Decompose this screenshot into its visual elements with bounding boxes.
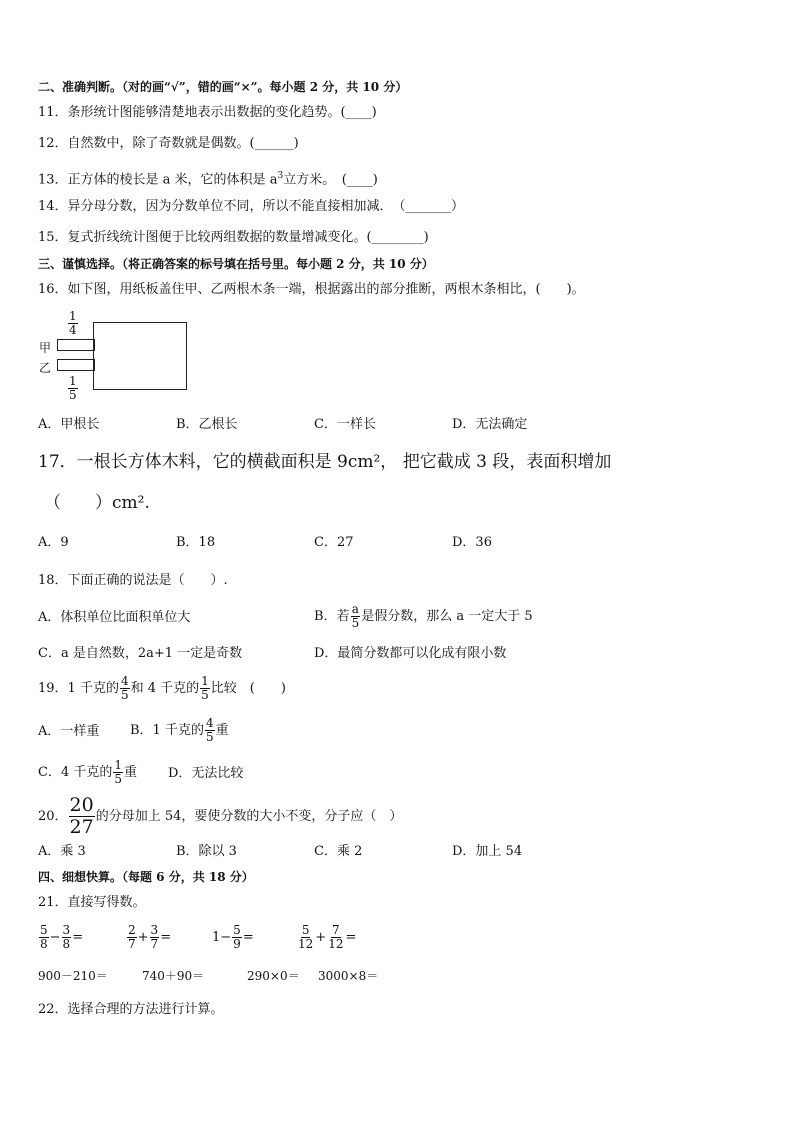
denominator: 5 <box>201 688 209 702</box>
question-14: 14．异分母分数，因为分数单位不同，所以不能直接相加减． （_______） <box>38 199 465 214</box>
q19-option-a: A．一样重 <box>38 724 100 739</box>
question-16: 16．如下图，用纸板盖住甲、乙两根木条一端，根据露出的部分推断，两根木条相比，( )。 <box>38 282 585 297</box>
denominator: 5 <box>120 688 129 702</box>
denominator: 8 <box>40 937 48 951</box>
fraction-4-5 <box>120 675 130 702</box>
denominator: 7 <box>128 937 136 951</box>
q20-suffix: 的分母加上 54，要使分数的大小不变，分子应（ ） <box>95 809 403 824</box>
numerator: 1 <box>201 674 209 688</box>
fraction-4-5 <box>205 717 215 744</box>
question-22: 22．选择合理的方法进行计算。 <box>38 1002 224 1017</box>
stick-yi <box>57 359 95 371</box>
operator: − <box>49 930 61 945</box>
q16-option-c: C．一样长 <box>314 417 376 432</box>
calc-1 <box>38 920 83 956</box>
question-18: 18．下面正确的说法是（ ）. <box>38 573 228 588</box>
option-prefix: C．4 千克的 <box>38 765 113 780</box>
numerator: 20 <box>69 794 94 816</box>
label-yi: 乙 <box>39 361 52 375</box>
fraction <box>232 924 242 951</box>
question-11: 11．条形统计图能够清楚地表示出数据的变化趋势。(____) <box>38 105 377 120</box>
question-21: 21．直接写得数。 <box>38 895 146 910</box>
question-13-text: 13．正方体的棱长是 a 米，它的体积是 a <box>38 172 278 188</box>
stick-jia <box>57 339 95 351</box>
fraction <box>62 924 72 951</box>
numerator: 1 <box>69 309 77 323</box>
exponent: 3 <box>277 171 284 181</box>
fraction <box>327 924 344 951</box>
option-suffix: 重 <box>215 723 229 738</box>
question-19 <box>38 674 286 704</box>
q18-option-d: D．最简分数都可以化成有限小数 <box>314 646 507 661</box>
q16-option-b: B．乙根长 <box>176 417 238 432</box>
fraction <box>150 924 160 951</box>
calc-5: 900－210＝ <box>38 969 108 983</box>
equals: = <box>242 930 254 945</box>
calc-8: 3000×8＝ <box>318 969 379 983</box>
numerator: 5 <box>301 923 310 937</box>
question-13-tail: 立方米。 (____) <box>283 172 378 188</box>
calc-7: 290×0＝ <box>247 969 300 983</box>
fraction <box>297 924 314 951</box>
operator: + <box>315 930 327 945</box>
numerator: a <box>351 602 359 616</box>
fraction-20-27 <box>69 795 95 838</box>
q19-option-d: D．无法比较 <box>168 766 244 781</box>
denominator: 8 <box>62 937 71 951</box>
calc-3 <box>212 920 254 956</box>
fraction-a-over-5 <box>351 603 361 630</box>
q18-option-c: C．a 是自然数，2a+1 一定是奇数 <box>38 646 243 661</box>
denominator: 12 <box>328 937 344 951</box>
denominator: 5 <box>351 616 360 630</box>
fraction-top <box>67 310 79 337</box>
denominator: 12 <box>298 937 314 951</box>
q17-option-a: A．9 <box>38 535 69 550</box>
calc-6: 740＋90＝ <box>142 969 205 983</box>
q19-option-b <box>130 716 229 746</box>
q17-option-d: D．36 <box>452 535 492 550</box>
option-prefix: B．若 <box>314 609 350 624</box>
operator: + <box>137 930 149 945</box>
q17-option-c: C．27 <box>314 535 354 550</box>
option-prefix: B．1 千克的 <box>130 723 204 738</box>
numerator: 3 <box>150 923 159 937</box>
option-suffix: 是假分数，那么 a 一定大于 5 <box>361 609 533 624</box>
denominator: 5 <box>114 772 122 786</box>
cardboard <box>93 322 187 390</box>
calc-2 <box>126 920 171 956</box>
question-17-line2: （ ）cm². <box>44 493 150 513</box>
q18-option-b <box>314 602 533 632</box>
denominator: 7 <box>150 937 159 951</box>
fraction <box>39 924 49 951</box>
calc-4 <box>296 920 356 956</box>
q16-option-d: D．无法确定 <box>452 417 528 432</box>
denominator: 5 <box>205 730 214 744</box>
q19-suffix: 比较 ( ) <box>210 681 286 696</box>
q20-option-b: B．除以 3 <box>176 844 237 859</box>
q17-option-b: B．18 <box>176 535 216 550</box>
numerator: 7 <box>332 923 340 937</box>
equals: = <box>160 930 172 945</box>
numerator: 5 <box>233 923 241 937</box>
q19-middle: 和 4 千克的 <box>130 681 200 696</box>
minuend: 1− <box>212 930 232 945</box>
q20-option-a: A．乘 3 <box>38 844 86 859</box>
fraction <box>127 924 137 951</box>
q19-prefix: 19．1 千克的 <box>38 681 119 696</box>
section2-heading: 二、准确判断。（对的画“√”，错的画“×”。每小题 2 分，共 10 分） <box>38 80 408 94</box>
fraction-1-5 <box>200 675 210 702</box>
q20-prefix: 20． <box>38 809 68 824</box>
fraction-1-5 <box>113 759 123 786</box>
label-jia: 甲 <box>39 341 52 355</box>
q18-option-a: A．体积单位比面积单位大 <box>38 610 191 625</box>
question-13 <box>38 168 378 188</box>
question-15: 15．复式折线统计图便于比较两组数据的数量增减变化。(________) <box>38 230 429 245</box>
denominator: 27 <box>69 816 94 838</box>
numerator: 3 <box>62 923 71 937</box>
numerator: 4 <box>205 716 214 730</box>
equals: = <box>345 930 357 945</box>
numerator: 2 <box>128 923 136 937</box>
numerator: 4 <box>120 674 129 688</box>
question-12: 12．自然数中，除了奇数就是偶数。(______) <box>38 136 299 151</box>
numerator: 5 <box>40 923 48 937</box>
q20-option-d: D．加上 54 <box>452 844 523 859</box>
equals: = <box>72 930 84 945</box>
numerator: 1 <box>114 758 122 772</box>
denominator: 5 <box>69 388 77 402</box>
option-suffix: 重 <box>124 765 138 780</box>
numerator: 1 <box>69 374 77 388</box>
fraction-bottom <box>67 375 79 402</box>
question-17-line1: 17．一根长方体木料，它的横截面积是 9cm²， 把它截成 3 段，表面积增加 <box>38 452 612 472</box>
denominator: 9 <box>233 937 241 951</box>
section4-heading: 四、细想快算。（每题 6 分，共 18 分） <box>38 870 254 884</box>
section3-heading: 三、谨慎选择。（将正确答案的标号填在括号里。每小题 2 分，共 10 分） <box>38 257 434 271</box>
q19-option-c <box>38 758 137 788</box>
question-20 <box>38 795 402 838</box>
denominator: 4 <box>69 323 77 337</box>
q16-option-a: A．甲根长 <box>38 417 100 432</box>
q20-option-c: C．乘 2 <box>314 844 363 859</box>
